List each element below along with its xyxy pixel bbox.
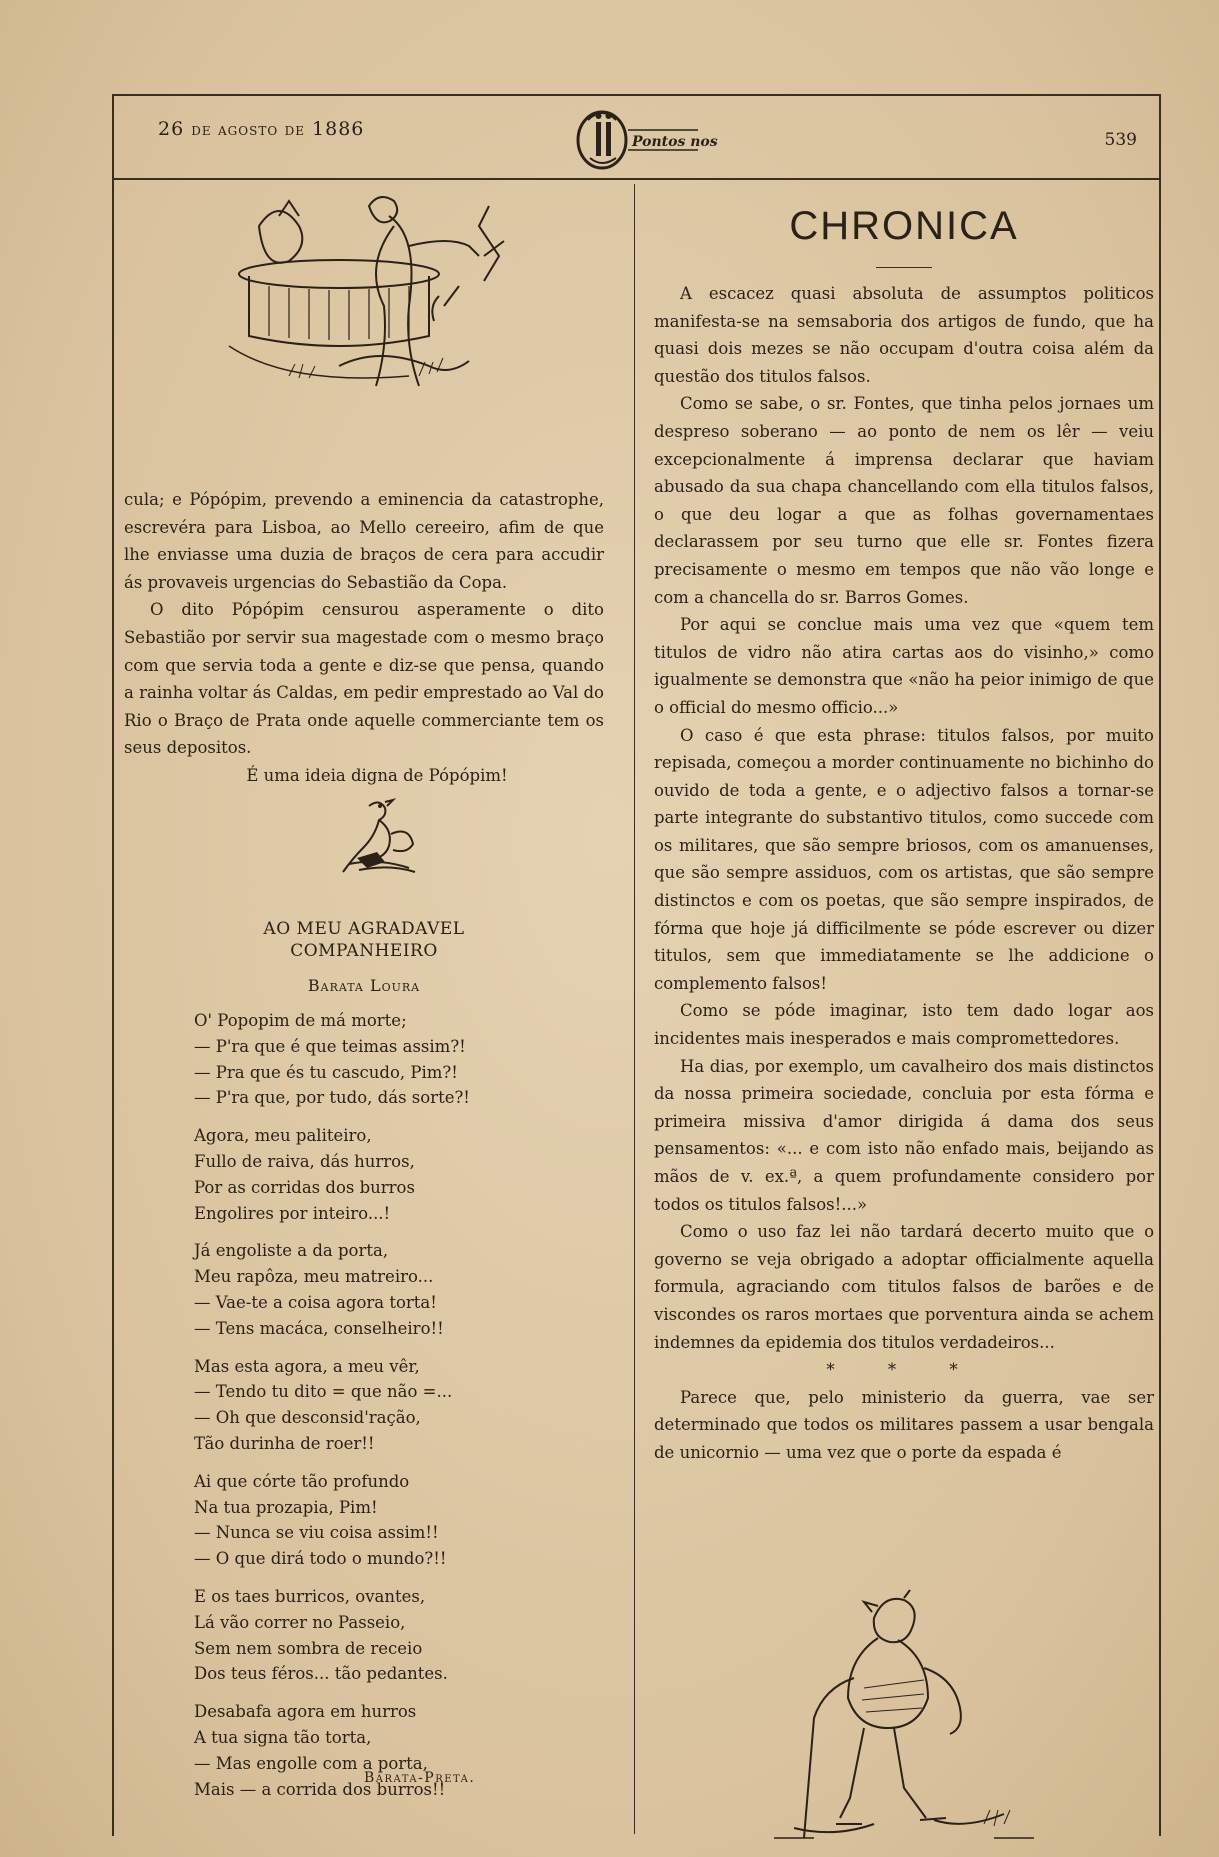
date-month: de agosto de	[191, 120, 305, 140]
poem-line: — Oh que desconsid'ração,	[194, 1408, 421, 1428]
asterism: * * *	[826, 1360, 982, 1380]
poem-line: Por as corridas dos burros	[194, 1177, 415, 1197]
poem-line: A tua signa tão torta,	[194, 1727, 372, 1747]
poem-line: Tão durinha de roer!!	[194, 1433, 375, 1453]
chronica-title: CHRONICA	[789, 204, 1019, 248]
chronica-paragraph: Por aqui se conclue mais uma vez que «quem tem titulos de vidro não atira cartas aos do visinho,» como igualmente se demonstra que «não ha peior inimigo de que o official do mesmo officio...»	[654, 615, 1154, 717]
caricature-illustration-icon	[219, 186, 519, 398]
date-year: 1886	[312, 118, 365, 140]
page-header	[114, 96, 1159, 180]
poem-line: O' Popopim de má morte;	[194, 1011, 407, 1030]
poem-stanza	[194, 1699, 594, 1802]
page-frame	[112, 94, 1161, 1836]
bird-vignette-icon	[339, 794, 423, 876]
poem-line: Na tua prozapia, Pim!	[194, 1497, 378, 1517]
poem-stanza	[194, 1123, 594, 1226]
left-paragraph: O dito Pópópim censurou asperamente o dito Sebastião por servir sua magestade com o mesmo braço com que servia toda a gente e diz-se que pensa, quando a rainha voltar ás Caldas, em pedir emprestado ao Val do Rio o Braço de Prata onde aquelle commerciante tem os seus depositos.	[124, 600, 604, 758]
poem-line: Engolires por inteiro...!	[194, 1203, 391, 1223]
poem-title-line: COMPANHEIRO	[290, 941, 438, 961]
poem-line: — Nunca se viu coisa assim!!	[194, 1523, 439, 1543]
chronica-text	[654, 280, 1154, 1467]
poem-line: Fullo de raiva, dás hurros,	[194, 1151, 415, 1171]
left-paragraph: cula; e Pópópim, prevendo a eminencia da catastrophe, escrevéra para Lisboa, ao Mello cereeiro, afim de que lhe enviasse uma duzia de braços de cera para accudir ás provaveis urgencias do Sebastião da Copa.	[124, 490, 604, 592]
poem-line: Sem nem sombra de receio	[194, 1638, 423, 1658]
poem-line: Meu rapôza, meu matreiro...	[194, 1267, 434, 1287]
masthead-logo-icon	[568, 100, 718, 174]
title-rule	[876, 267, 932, 268]
svg-text:Pontos nos: Pontos nos	[632, 134, 718, 150]
poem-stanza	[194, 1238, 594, 1341]
chronica-paragraph: O caso é que esta phrase: titulos falsos, por muito repisada, começou a morder continuamente no bichinho do ouvido de toda a gente, e o adjectivo falsos a tornar-se parte integrante do substantivo titulos, como succede com os militares, que são sempre briosos, com os amanuenses, que são sempre assiduos, com os artistas, que são sempre distinctos e com os poetas, que são sempre inspirados, de fórma que hoje já difficilmente se póde escrever ou dizer titulos, sem que immediatamente se lhe addicione o complemento falsos!	[654, 725, 1154, 993]
poem-stanza	[194, 1469, 594, 1572]
chronica-paragraph: Como se sabe, o sr. Fontes, que tinha pelos jornaes um despreso soberano — ao ponto de nem os lêr — veiu excepcionalmente á imprensa declarar que haviam abusado da sua chapa chancellando com ella titulos falsos, o que deu logar a que as folhas governamentaes declarassem por seu turno que elle sr. Fontes fizera precisamente o mesmo em tempos que não vão longe e com a chancella do sr. Barros Gomes.	[654, 394, 1154, 607]
left-paragraph: É uma ideia digna de Pópópim!	[246, 765, 508, 785]
date-day: 26	[158, 118, 185, 140]
poem-line: — P'ra que, por tudo, dás sorte?!	[194, 1088, 470, 1108]
poem-line: — Pra que és tu cascudo, Pim?!	[194, 1062, 458, 1082]
issue-date	[158, 118, 364, 140]
poem-line: — Mas engolle com a porta,	[194, 1753, 428, 1773]
poem-line: Ai que córte tão profundo	[194, 1471, 410, 1491]
poem-line: Desabafa agora em hurros	[194, 1702, 417, 1722]
poem-line: Mas esta agora, a meu vêr,	[194, 1356, 420, 1376]
chronica-paragraph: Como se póde imaginar, isto tem dado logar aos incidentes mais inesperados e mais compromettedores.	[654, 1001, 1154, 1049]
poem-title	[124, 918, 604, 962]
soldier-caricature-icon	[754, 1588, 1054, 1848]
poem-author: Barata Loura	[307, 976, 421, 995]
poem-line: Dos teus féros... tão pedantes.	[194, 1664, 448, 1684]
poem-line: — Vae-te a coisa agora torta!	[194, 1292, 437, 1312]
chronica-paragraph: Ha dias, por exemplo, um cavalheiro dos mais distinctos da nossa primeira sociedade, concluia por esta fórma e primeira missiva d'amor dirigida á dama dos seus pensamentos: «... e com isto não enfado mais, beijando as mãos de v. ex.ª, a quem profundamente considero por todos os titulos falsos!...»	[654, 1056, 1154, 1214]
poem-stanza	[194, 1008, 594, 1111]
poem-line: — O que dirá todo o mundo?!!	[194, 1549, 447, 1569]
poem-title-line: AO MEU AGRADAVEL	[263, 919, 465, 939]
poem-line: Mais — a corrida dos burros!!	[194, 1779, 446, 1799]
poem-signature: Barata-Preta.	[364, 1770, 476, 1786]
chronica-paragraph: A escacez quasi absoluta de assumptos politicos manifesta-se na semsaboria dos artigos de fundo, que ha quasi dois mezes se não occupam d'outra coisa além da questão dos titulos falsos.	[654, 284, 1154, 386]
column-divider	[634, 184, 635, 1834]
poem-line: — P'ra que é que teimas assim?!	[194, 1036, 466, 1056]
chronica-paragraph: Como o uso faz lei não tardará decerto muito que o governo se veja obrigado a adoptar officialmente aquella formula, agraciando com titulos falsos de barões e de viscondes os raros mortaes que porventura ainda se achem indemnes da epidemia dos titulos verdadeiros...	[654, 1222, 1154, 1352]
poem-body	[194, 1008, 594, 1814]
poem-line: Agora, meu paliteiro,	[194, 1126, 372, 1146]
poem-line: Já engoliste a da porta,	[194, 1241, 389, 1261]
poem-stanza	[194, 1354, 594, 1457]
poem-stanza	[194, 1584, 594, 1687]
left-prose	[124, 486, 604, 790]
poem-line: Lá vão correr no Passeio,	[194, 1612, 406, 1632]
poem-line: E os taes burricos, ovantes,	[194, 1586, 426, 1606]
poem-line: — Tendo tu dito = que não =...	[194, 1382, 453, 1402]
poem-line: — Tens macáca, conselheiro!!	[194, 1318, 444, 1338]
chronica-paragraph: Parece que, pelo ministerio da guerra, vae ser determinado que todos os militares passem a usar bengala de unicornio — uma vez que o porte da espada é	[654, 1387, 1154, 1462]
page-number: 539	[1104, 130, 1137, 150]
